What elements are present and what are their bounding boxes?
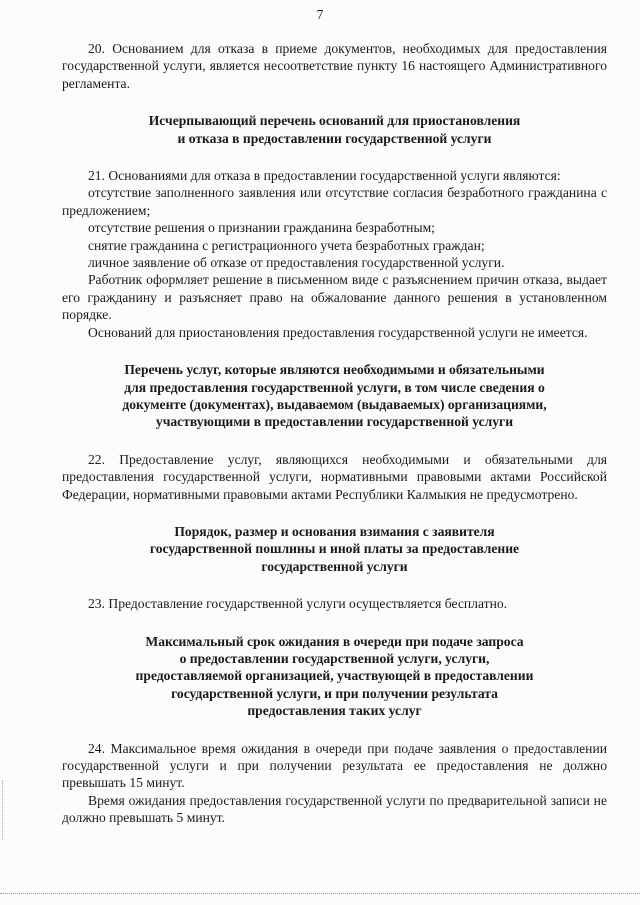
paragraph-21-decision: Работник оформляет решение в письменном виде с разъяснением причин отказа, выдает его гражданину и разъясняет право на обжалование данного решения в установленном порядке. xyxy=(62,272,607,323)
scan-bottom-edge xyxy=(0,893,640,894)
paragraph-21: 21. Основаниями для отказа в предоставлении государственной услуги являются: xyxy=(88,168,561,184)
paragraph-22: 22. Предоставление услуг, являющихся необходимыми и обязательными для предоставления государственной услуги, нормативными правовыми актами Российской Федерации, нормативными правовыми актами Республики Калмыкия не предусмотрено. xyxy=(62,451,607,502)
heading-fees: Порядок, размер и основания взимания с заявителя государственной пошлины и иной платы за предоставление государственной услуги xyxy=(149,523,520,574)
heading-necessary-services: Перечень услуг, которые являются необходимыми и обязательными для предоставления государственной услуги, в том числе сведения о документе (документах), выдаваемом (выдаваемых) организациями, участвующими в предоставлении государственной услуги xyxy=(122,362,547,430)
heading-waiting-time: Максимальный срок ожидания в очереди при подаче запроса о предоставлении государственной услуги, услуги, предоставляемой организацией, участвующей в предоставлении государственной услуги, и при получении результата предоставления таких услуг xyxy=(135,633,534,719)
page-number: 7 xyxy=(316,7,324,22)
paragraph-23: 23. Предоставление государственной услуги осуществляется бесплатно. xyxy=(88,596,508,612)
document-body xyxy=(62,40,607,827)
paragraph-21-item-4: личное заявление об отказе от предоставления государственной услуги. xyxy=(88,255,505,271)
paragraph-21-item-1: отсутствие заполненного заявления или отсутствие согласия безработного гражданина с предложением; xyxy=(62,185,607,218)
scan-margin-mark xyxy=(2,780,3,840)
heading-grounds-refusal: Исчерпывающий перечень оснований для приостановления и отказа в предоставлении государственной услуги xyxy=(148,113,521,146)
paragraph-24-preregistration: Время ожидания предоставления государственной услуги по предварительной записи не должно превышать 5 минут. xyxy=(62,792,607,826)
paragraph-24: 24. Максимальное время ожидания в очереди при подаче заявления о предоставлении государственной услуги и при получении результата ее предоставления не должно превышать 15 минут. xyxy=(62,740,607,791)
paragraph-20: 20. Основанием для отказа в приеме документов, необходимых для предоставления государственной услуги, является несоответствие пункту 16 настоящего Административного регламента. xyxy=(62,41,607,91)
paragraph-21-item-3: снятие гражданина с регистрационного учета безработных граждан; xyxy=(88,237,485,253)
paragraph-21-item-2: отсутствие решения о признании гражданина безработным; xyxy=(88,220,435,236)
paragraph-21-no-suspension: Оснований для приостановления предоставления государственной услуги не имеется. xyxy=(88,324,588,340)
